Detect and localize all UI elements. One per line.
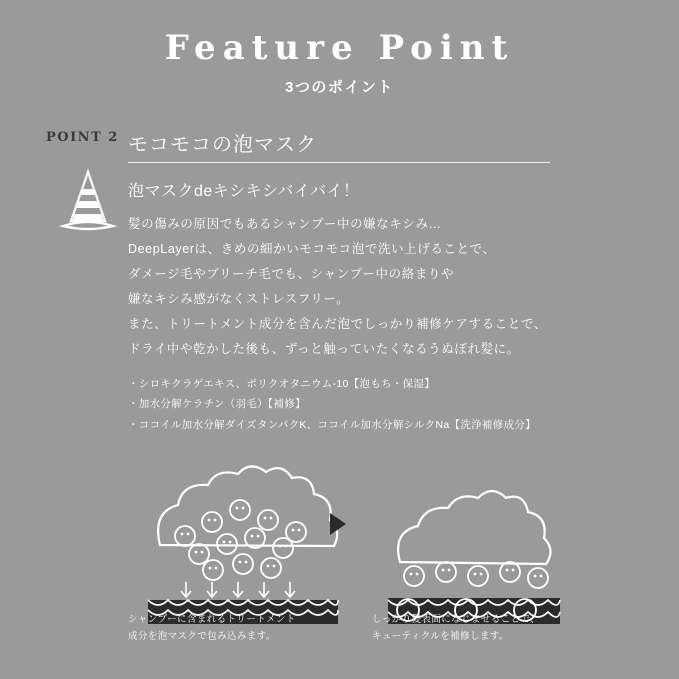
caption-line: しっかり髪表面になじませることで、 [372,614,541,625]
body-copy [128,212,648,362]
body-line: ダメージ毛やブリーチ毛でも、シャンプー中の絡まりや [128,267,455,281]
traffic-cone-icon [56,168,120,234]
body-line: ドライ中や乾かした後も、ずっと触っていたくなるうぬぼれ髪に。 [128,342,520,356]
point-number-label: POINT 2 [46,130,119,145]
body-line: また、トリートメント成分を含んだ泡でしっかり補修ケアすることで、 [128,317,547,331]
caption-line: シャンプーに含まれるトリートメント [128,614,296,625]
caption-line: 成分を泡マスクで包み込みます。 [128,630,276,642]
caption-after [372,612,592,645]
illustration-after [388,491,560,624]
section-heading: モコモコの泡マスク [128,134,317,156]
page-title: Feature Point [164,28,515,68]
caption-before [128,612,348,645]
right-arrow-marker [330,513,346,535]
body-line: 髪の傷みの原因でもあるシャンプー中の嫌なキシみ… [128,217,442,231]
ingredient-item: ・ココイル加水分解ダイズタンパクK、ココイル加水分解シルクNa【洗浄補修成分】 [128,418,536,431]
caption-line: キューティクルを補修します。 [372,630,509,642]
body-line: 嫌なキシみ感がなくストレスフリー。 [128,292,350,306]
heading-divider [128,162,550,163]
illustration-before [148,466,338,624]
body-line: DeepLayerは、きめの細かいモコモコ泡で洗い上げることで、 [128,242,496,256]
ingredient-item: ・シロキクラゲエキス、ポリクオタニウム-10【泡もち・保湿】 [128,378,436,390]
page-subtitle: 3つのポイント [285,79,394,96]
ingredient-item: ・加水分解ケラチン（羽毛）【補修】 [128,398,306,411]
ingredients-list [128,374,648,435]
lead-text: 泡マスクdeキシキシバイバイ！ [128,183,360,200]
